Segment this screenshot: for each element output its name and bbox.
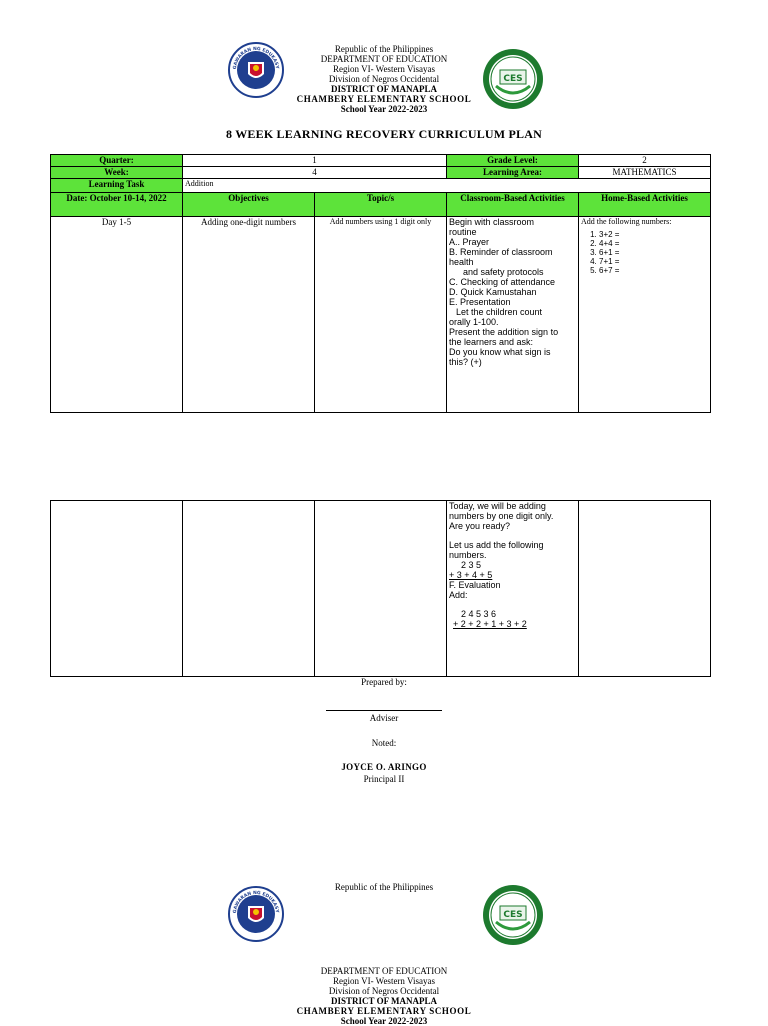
svg-text:KAGAWARAN NG EDUKASYON: GAWARAN NG EDUKASY <box>232 890 279 914</box>
principal-name: JOYCE O. ARINGO <box>341 762 427 772</box>
letterhead-department: DEPARTMENT OF EDUCATION <box>320 966 448 976</box>
letterhead-page2-republic: Republic of the Philippines <box>334 882 434 892</box>
activity-line: numbers by one digit only. <box>449 511 554 521</box>
letterhead-page2 <box>270 966 498 1026</box>
activity-line: Present the addition sign to <box>449 327 559 337</box>
svg-text:CES: CES <box>503 910 523 920</box>
addend-row: 2 3 5 <box>461 560 482 570</box>
school-seal-page2 <box>482 884 544 946</box>
date-column-header: Date: October 10-14, 2022 <box>51 193 183 217</box>
activity-line: Add: <box>449 590 468 600</box>
svg-text:CES: CES <box>503 74 523 84</box>
curriculum-plan-table-continued <box>50 500 711 677</box>
day-cell-continued <box>51 501 183 677</box>
letterhead-school: CHAMBERY ELEMENTARY SCHOOL <box>296 1006 472 1016</box>
evaluation-addend-row: 2 4 5 3 6 <box>461 609 497 619</box>
home-activity-item: 2. 4+4 = <box>599 239 708 248</box>
letterhead-division: Division of Negros Occidental <box>328 74 440 84</box>
home-activities-column-header: Home-Based Activities <box>579 193 711 217</box>
topic-cell: Add numbers using 1 digit only <box>315 217 447 413</box>
page-title: 8 WEEK LEARNING RECOVERY CURRICULUM PLAN <box>226 127 542 141</box>
svg-text:KAGAWARAN NG EDUKASYON: GAWARAN NG EDUKASY <box>232 46 279 70</box>
school-seal <box>482 48 544 110</box>
letterhead-department: DEPARTMENT OF EDUCATION <box>320 54 448 64</box>
letterhead-division: Division of Negros Occidental <box>328 986 440 996</box>
activity-line: C. Checking of attendance <box>449 277 556 287</box>
principal-title: Principal II <box>363 774 405 784</box>
prepared-by-label: Prepared by: <box>361 677 407 687</box>
activity-line: Begin with classroom <box>449 217 535 227</box>
home-activity-item: 1. 3+2 = <box>599 230 708 239</box>
classroom-activities-column-header: Classroom-Based Activities <box>447 193 579 217</box>
home-activity-item: 4. 7+1 = <box>599 257 708 266</box>
activity-line: routine <box>449 227 477 237</box>
activity-line: B. Reminder of classroom <box>449 247 553 257</box>
learning-area-label: Learning Area: <box>447 167 579 179</box>
letterhead-district: DISTRICT OF MANAPLA <box>330 996 437 1006</box>
activity-line: Today, we will be adding <box>449 501 546 511</box>
activity-line: the learners and ask: <box>449 337 534 347</box>
grade-level-label: Grade Level: <box>447 155 579 167</box>
objectives-column-header: Objectives <box>183 193 315 217</box>
letterhead-region: Region VI- Western Visayas <box>333 64 435 74</box>
letterhead-district: DISTRICT OF MANAPLA <box>330 84 437 94</box>
curriculum-plan-table <box>50 154 711 413</box>
letterhead-school-year: School Year 2022-2023 <box>340 1016 428 1026</box>
objective-cell-continued <box>183 501 315 677</box>
activity-line: and safety protocols <box>463 267 544 277</box>
adviser-signature-line <box>326 710 442 711</box>
activity-line: Let the children count <box>456 307 543 317</box>
letterhead-school: CHAMBERY ELEMENTARY SCHOOL <box>296 94 472 104</box>
home-activities-intro: Add the following numbers: <box>581 217 672 226</box>
letterhead-region: Region VI- Western Visayas <box>333 976 435 986</box>
home-activities-cell <box>579 217 711 413</box>
letterhead-school-year: School Year 2022-2023 <box>340 104 428 114</box>
activity-line: Do you know what sign is <box>449 347 551 357</box>
activity-line: this? (+) <box>449 357 482 367</box>
noted-label: Noted: <box>371 738 397 748</box>
home-activities-cell-continued <box>579 501 711 677</box>
quarter-label: Quarter: <box>51 155 183 167</box>
learning-task-value: Addition <box>183 179 711 193</box>
home-activities-list <box>581 230 708 275</box>
activity-line: orally 1-100. <box>449 317 499 327</box>
letterhead <box>270 44 498 114</box>
learning-area-value: MATHEMATICS <box>579 167 711 179</box>
grade-level-value: 2 <box>579 155 711 167</box>
week-label: Week: <box>51 167 183 179</box>
activity-line: Let us add the following <box>449 540 544 550</box>
week-value: 4 <box>183 167 447 179</box>
adviser-label: Adviser <box>369 713 399 723</box>
evaluation-addend-row-underlined: + 2 + 2 + 1 + 3 + 2 <box>453 619 527 629</box>
activity-line: A.. Prayer <box>449 237 490 247</box>
activity-line: Are you ready? <box>449 521 511 531</box>
activity-line: health <box>449 257 474 267</box>
topics-column-header: Topic/s <box>315 193 447 217</box>
letterhead-republic: Republic of the Philippines <box>334 44 434 54</box>
topic-cell-continued <box>315 501 447 677</box>
deped-seal-page2 <box>228 886 284 942</box>
activity-line: E. Presentation <box>449 297 511 307</box>
classroom-activities-cell <box>447 217 579 413</box>
activity-line: D. Quick Kamustahan <box>449 287 537 297</box>
learning-task-label: Learning Task <box>51 179 183 193</box>
activity-line: numbers. <box>449 550 487 560</box>
addend-row-underlined: + 3 + 4 + 5 <box>449 570 493 580</box>
activity-line: F. Evaluation <box>449 580 501 590</box>
classroom-activities-cell-continued <box>447 501 579 677</box>
home-activity-item: 5. 6+7 = <box>599 266 708 275</box>
quarter-value: 1 <box>183 155 447 167</box>
day-cell: Day 1-5 <box>51 217 183 413</box>
home-activity-item: 3. 6+1 = <box>599 248 708 257</box>
objective-cell: Adding one-digit numbers <box>183 217 315 413</box>
